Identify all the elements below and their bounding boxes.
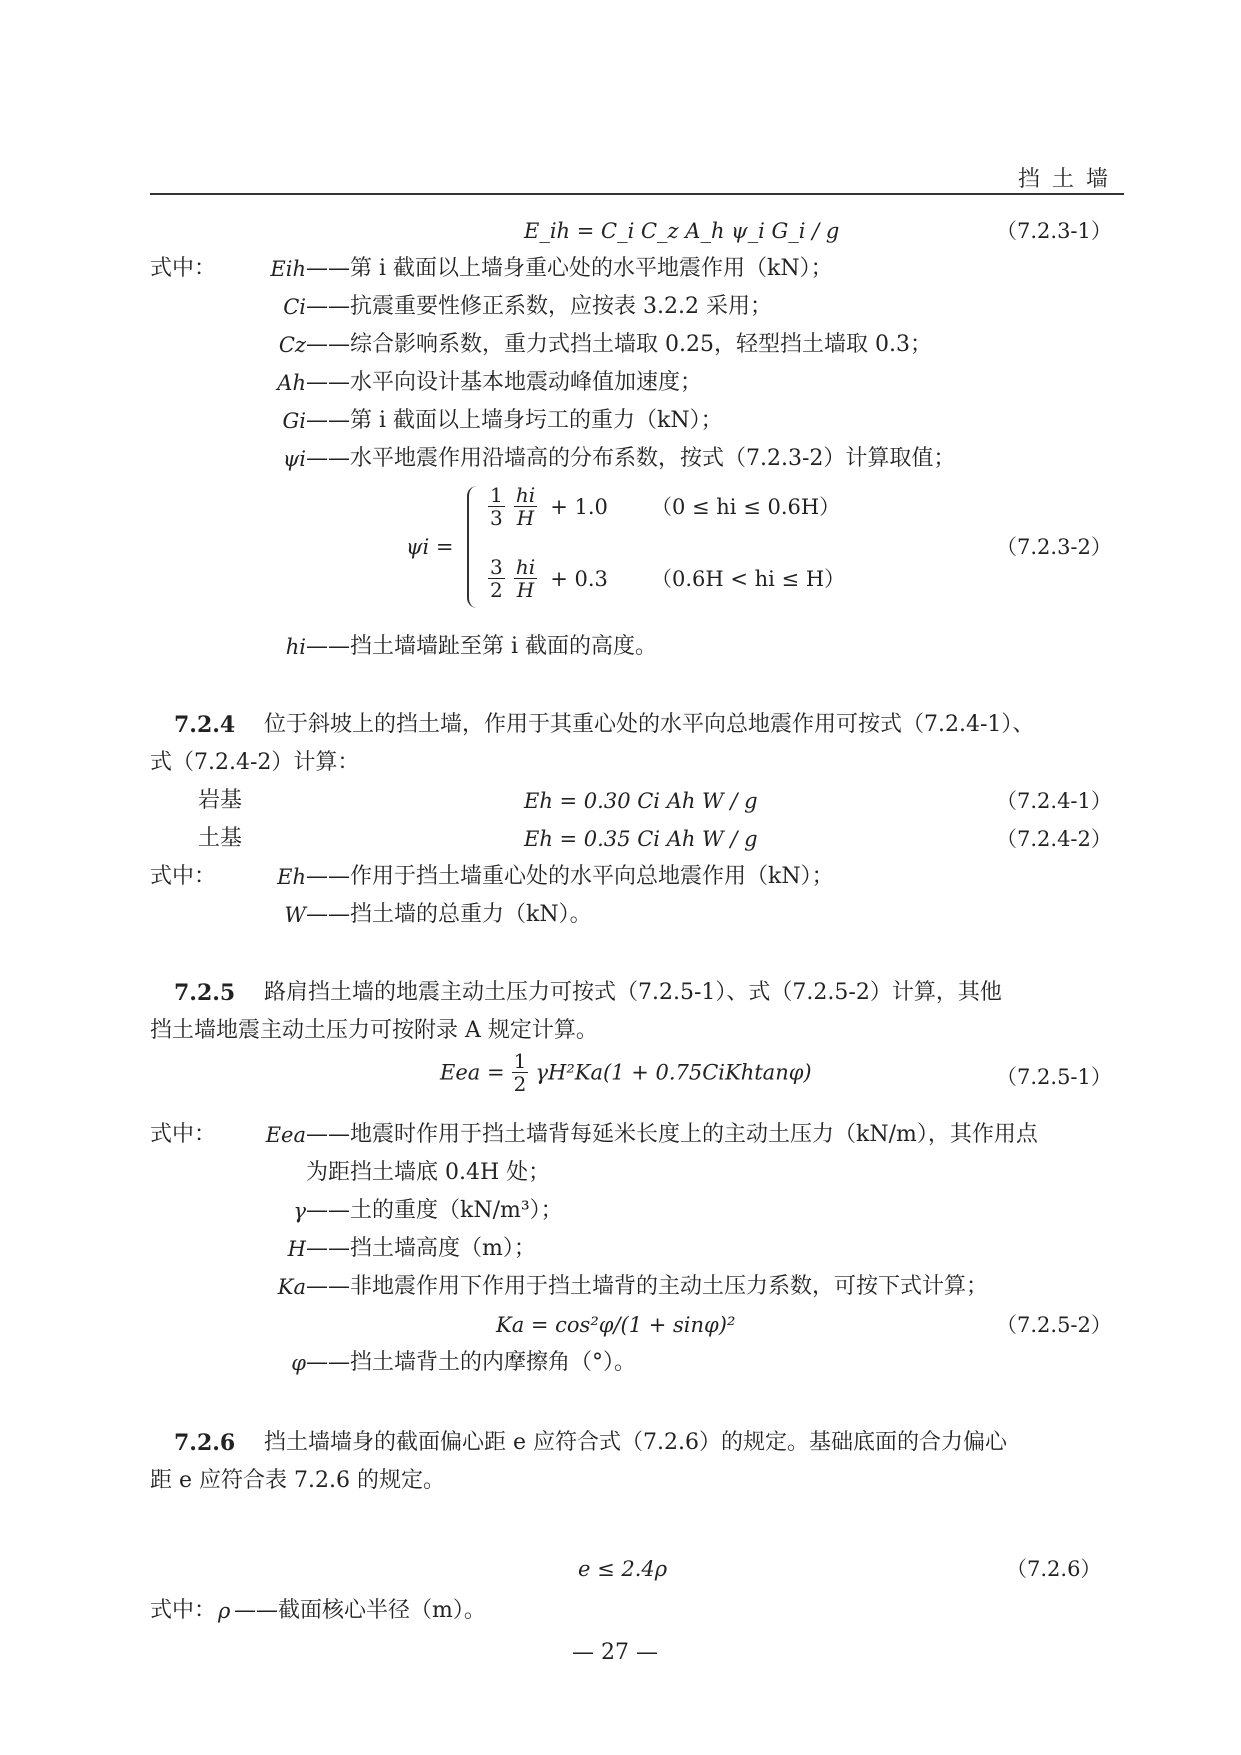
symbol-W: W — [284, 903, 306, 927]
equation-number-7-2-5-1: （7.2.5-1） — [996, 1065, 1112, 1089]
symbol-gamma: γ — [293, 1199, 306, 1223]
section-7-2-5-line-2: 挡土墙地震主动土压力可按附录 A 规定计算。 — [150, 1018, 598, 1043]
definition-hi: ——挡土墙墙趾至第 i 截面的高度。 — [306, 634, 658, 659]
symbol-hi: hi — [285, 635, 306, 659]
definition-Eh: ——作用于挡土墙重心处的水平向总地震作用（kN）； — [306, 864, 834, 889]
definition-W: ——挡土墙的总重力（kN）。 — [306, 902, 592, 927]
equation-number-7-2-5-2: （7.2.5-2） — [996, 1313, 1112, 1337]
running-header-title: 挡土墙 — [1018, 167, 1121, 192]
section-number-7-2-5: 7.2.5 — [174, 980, 236, 1006]
where-label-7-2-6: 式中： — [150, 1598, 217, 1623]
section-7-2-6-line-1: 挡土墙墙身的截面偏心距 e 应符合式（7.2.6）的规定。基础底面的合力偏心 — [264, 1430, 1007, 1455]
section-7-2-5-line-1: 路肩挡土墙的地震主动土压力可按式（7.2.5-1）、式（7.2.5-2）计算，其他 — [264, 980, 1002, 1005]
section-7-2-4-line-2: 式（7.2.4-2）计算： — [150, 750, 360, 775]
piecewise-case-2: $\frac{3}{2}$ $\frac{hi}{H}$ + 0.3 （0.6H < hi ≤ H） — [490, 555, 846, 602]
definition-Cz: ——综合影响系数，重力式挡土墙取 0.25，轻型挡土墙取 0.3； — [306, 332, 932, 357]
definition-psi-i: ——水平地震作用沿墙高的分布系数，按式（7.2.3-2）计算取值； — [306, 446, 956, 471]
section-7-2-6-line-2: 距 e 应符合表 7.2.6 的规定。 — [150, 1468, 445, 1493]
definition-Ci: ——抗震重要性修正系数，应按表 3.2.2 采用； — [306, 294, 772, 319]
definition-Eih: ——第 i 截面以上墙身重心处的水平地震作用（kN）； — [306, 256, 833, 281]
piecewise-lhs: ψi = — [406, 535, 454, 559]
definition-Eea-cont: 为距挡土墙底 0.4H 处； — [306, 1160, 551, 1185]
section-7-2-4-line-1: 位于斜坡上的挡土墙，作用于其重心处的水平向总地震作用可按式（7.2.4-1）、 — [264, 712, 1035, 737]
symbol-Eh: Eh — [277, 865, 306, 889]
symbol-Eea: Eea — [265, 1123, 306, 1147]
definition-Ah: ——水平向设计基本地震动峰值加速度； — [306, 370, 703, 395]
definition-H: ——挡土墙高度（m）； — [306, 1236, 536, 1261]
definition-Eea: ——地震时作用于挡土墙背每延米长度上的主动土压力（kN/m），其作用点 — [306, 1122, 1038, 1147]
symbol-Ka: Ka — [277, 1275, 306, 1299]
header-rule — [150, 193, 1124, 195]
label-rock-foundation: 岩基 — [198, 788, 243, 813]
where-label-7-2-5: 式中： — [150, 1122, 217, 1147]
symbol-phi: φ — [291, 1351, 306, 1375]
equation-number-7-2-4-2: （7.2.4-2） — [996, 827, 1112, 851]
equation-number-7-2-4-1: （7.2.4-1） — [996, 789, 1112, 813]
equation-7-2-4-1: Eh = 0.30 Ci Ah W / g — [524, 789, 758, 813]
symbol-Ci: Ci — [283, 295, 306, 319]
equation-number-7-2-6: （7.2.6） — [1006, 1557, 1102, 1581]
page-number: — 27 — — [572, 1640, 658, 1665]
section-number-7-2-4: 7.2.4 — [174, 712, 236, 738]
where-label: 式中： — [150, 256, 217, 281]
definition-gamma: ——土的重度（kN/m³）； — [306, 1198, 563, 1223]
equation-7-2-3-1: E_ih = C_i C_z A_h ψ_i G_i / g — [524, 219, 840, 243]
definition-phi: ——挡土墙背土的内摩擦角（°）。 — [306, 1350, 637, 1375]
symbol-psi-i: ψi — [282, 447, 306, 471]
symbol-Eih: Eih — [270, 257, 306, 281]
definition-Gi: ——第 i 截面以上墙身圬工的重力（kN）； — [306, 408, 723, 433]
symbol-Cz: Cz — [278, 333, 306, 357]
equation-7-2-5-2: Ka = cos²φ/(1 + sinφ)² — [496, 1313, 736, 1337]
where-label-7-2-4: 式中： — [150, 864, 217, 889]
equation-number-7-2-3-1: （7.2.3-1） — [996, 219, 1112, 243]
label-soil-foundation: 土基 — [198, 826, 243, 851]
symbol-H: H — [287, 1237, 306, 1261]
symbol-Ah: Ah — [277, 371, 306, 395]
equation-7-2-5-1: Eea = $\frac{1}{2}$ γH²Ka(1 + 0.75CiKhtanφ) — [440, 1049, 812, 1096]
piecewise-case-1: $\frac{1}{3}$ $\frac{hi}{H}$ + 1.0 （0 ≤ hi ≤ 0.6H） — [490, 483, 841, 530]
section-number-7-2-6: 7.2.6 — [174, 1430, 236, 1456]
symbol-rho: ρ — [218, 1599, 231, 1623]
equation-number-7-2-3-2: （7.2.3-2） — [996, 535, 1112, 559]
symbol-Gi: Gi — [282, 409, 306, 433]
equation-7-2-4-2: Eh = 0.35 Ci Ah W / g — [524, 827, 758, 851]
piecewise-brace — [467, 486, 483, 608]
definition-Ka: ——非地震作用下作用于挡土墙背的主动土压力系数，可按下式计算； — [306, 1274, 989, 1299]
definition-rho: ——截面核心半径（m）。 — [234, 1598, 486, 1623]
equation-7-2-6: e ≤ 2.4ρ — [578, 1557, 668, 1581]
